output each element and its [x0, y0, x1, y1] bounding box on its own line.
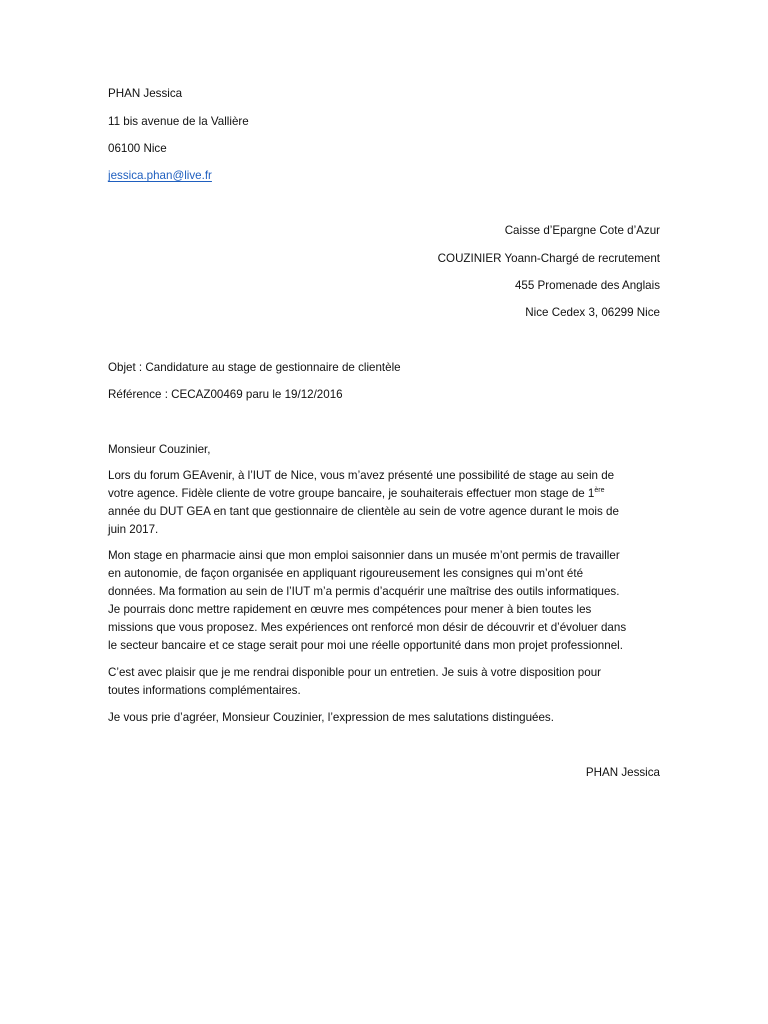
- paragraph-1-line-text: votre agence. Fidèle cliente de votre groupe bancaire, je souhaiterais effectuer mon stage de 1: [108, 487, 595, 500]
- paragraph-2-line: missions que vous proposez. Mes expériences ont renforcé mon désir de découvrir et d’évoluer dans: [108, 621, 627, 634]
- sender-name: PHAN Jessica: [108, 87, 183, 100]
- paragraph-2-line: Je pourrais donc mettre rapidement en œuvre mes compétences pour mener à bien toutes les: [108, 603, 592, 616]
- paragraph-3: [108, 664, 660, 700]
- paragraph-1-line: Lors du forum GEAvenir, à l’IUT de Nice, vous m’avez présenté une possibilité de stage au sein de: [108, 469, 615, 482]
- paragraph-2: [108, 547, 660, 655]
- paragraph-1-line: juin 2017.: [108, 523, 159, 536]
- recipient-company: Caisse d’Epargne Cote d’Azur: [504, 224, 660, 237]
- paragraph-2-line: Mon stage en pharmacie ainsi que mon emploi saisonnier dans un musée m’ont permis de travailler: [108, 549, 620, 562]
- paragraph-1-line: [108, 485, 660, 503]
- paragraph-2-line: données. Ma formation au sein de l’IUT m’a permis d’acquérir une maîtrise des outils informatiques.: [108, 585, 620, 598]
- paragraph-1: [108, 467, 660, 539]
- greeting: Monsieur Couzinier,: [108, 443, 211, 456]
- recipient-city: Nice Cedex 3, 06299 Nice: [525, 306, 660, 319]
- recipient-street: 455 Promenade des Anglais: [514, 279, 660, 292]
- sender-street: 11 bis avenue de la Vallière: [108, 115, 249, 128]
- closing-formula: Je vous prie d’agréer, Monsieur Couzinier, l’expression de mes salutations distinguées.: [108, 711, 554, 724]
- ordinal-superscript: ère: [594, 487, 605, 494]
- subject-reference: Référence : CECAZ00469 paru le 19/12/2016: [108, 388, 343, 401]
- subject-objet: Objet : Candidature au stage de gestionnaire de clientèle: [108, 361, 401, 374]
- signature: PHAN Jessica: [585, 766, 660, 779]
- recipient-contact: COUZINIER Yoann-Chargé de recrutement: [437, 252, 660, 265]
- sender-city: 06100 Nice: [108, 142, 167, 155]
- paragraph-3-line: C’est avec plaisir que je me rendrai disponible pour un entretien. Je suis à votre disposition pour: [108, 666, 602, 679]
- paragraph-1-line: année du DUT GEA en tant que gestionnaire de clientèle au sein de votre agence durant le mois de: [108, 505, 619, 518]
- paragraph-3-line: toutes informations complémentaires.: [108, 684, 301, 697]
- sender-email-link[interactable]: jessica.phan@live.fr: [108, 169, 212, 182]
- paragraph-2-line: le secteur bancaire et ce stage serait pour moi une réelle opportunité dans mon projet professionnel.: [108, 639, 623, 652]
- paragraph-2-line: en autonomie, de façon organisée en appliquant rigoureusement les consignes qui m’ont été: [108, 567, 584, 580]
